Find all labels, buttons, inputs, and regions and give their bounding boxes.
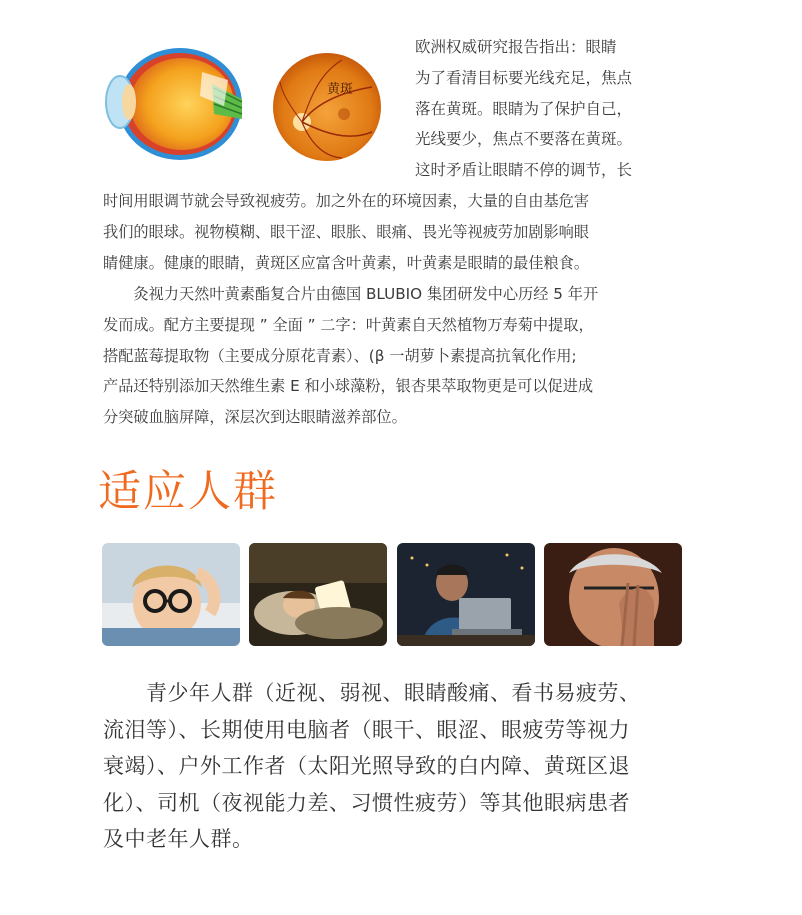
macula-label: 黄斑 — [327, 82, 354, 97]
formula-line: 灸视力天然叶黄素酯复合片由德国 BLUBIO 集团研发中心历经 5 年开 — [103, 285, 599, 303]
formula-line: 分突破血脑屏障，深层次到达眼睛滋养部位。 — [103, 408, 407, 427]
audience-line: 及中老年人群。 — [103, 827, 254, 851]
intro-line: 光线要少，焦点不要落在黄斑。 — [415, 130, 633, 149]
intro-line: 我们的眼球。视物模糊、眼干涩、眼胀、眼痛、畏光等视疲劳加剧影响眼 — [103, 222, 589, 241]
photo-elderly-man-rubbing-eyes — [544, 543, 682, 646]
section-title: 适应人群 — [98, 467, 278, 517]
audience-line: 流泪等）、长期使用电脑者（眼干、眼涩、眼疲劳等视力 — [103, 717, 630, 742]
intro-line: 欧洲权威研究报告指出：眼睛 — [415, 38, 617, 56]
audience-line: 青少年人群（近视、弱视、眼睛酸痛、看书易疲劳、 — [103, 681, 641, 705]
intro-line: 落在黄斑。眼睛为了保护自己， — [415, 99, 633, 118]
intro-line: 睛健康。健康的眼睛，黄斑区应富含叶黄素，叶黄素是眼睛的最佳粮食。 — [103, 253, 589, 272]
intro-line: 为了看清目标要光线充足，焦点 — [415, 68, 633, 87]
intro-line: 这时矛盾让眼睛不停的调节，长 — [415, 161, 633, 180]
audience-line: 化）、司机（夜视能力差、习惯性疲劳）等其他眼病患者 — [103, 790, 630, 815]
photo-man-at-laptop — [397, 543, 535, 646]
audience-line: 衰竭）、户外工作者（太阳光照导致的白内障、黄斑区退 — [103, 754, 630, 778]
intro-text-right — [415, 32, 685, 186]
formula-line: 搭配蓝莓提取物（主要成分原花青素）、(β 一胡萝卜素提高抗氧化作用; — [103, 346, 577, 365]
retina-fundus-image — [272, 52, 382, 162]
eye-anatomy-illustration — [102, 44, 247, 164]
photo-child-with-glasses — [102, 543, 240, 646]
intro-line: 时间用眼调节就会导致视疲劳。加之外在的环境因素，大量的自由基危害 — [103, 192, 589, 210]
formula-line: 产品还特别添加天然维生素 E 和小球藻粉，银杏果萃取物更是可以促进成 — [103, 377, 594, 396]
formula-line: 发而成。配方主要提现 ” 全面 ” 二字：叶黄素自天然植物万寿菊中提取， — [103, 315, 594, 334]
photo-child-with-tablet — [249, 543, 387, 646]
audience-paragraph — [103, 675, 693, 858]
formula-paragraph — [103, 279, 693, 433]
intro-text-full — [103, 186, 693, 278]
